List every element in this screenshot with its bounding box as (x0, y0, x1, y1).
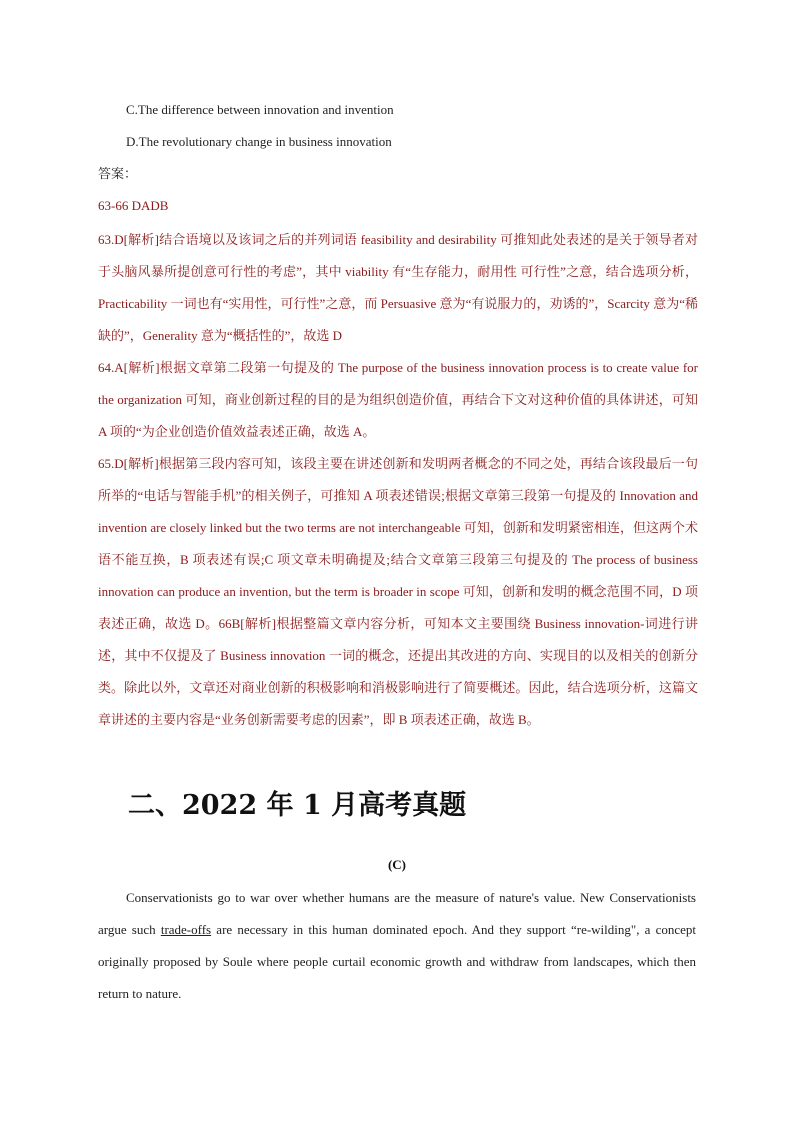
section-title: 二、2022 年 1 月高考真题 (128, 790, 467, 821)
answer-label: 答案： (98, 166, 138, 181)
passage-text-after: are necessary in this human dominated epoch. And they support “re-wilding", a concept originally proposed by Soule where people curtail economic growth and withdraw from landscapes, which then return to nature. (98, 922, 697, 1001)
explanation-q64: 64.A[解析]根据文章第二段第一句提及的 The purpose of the business innovation process is to create value for the organization 可知，商业创新过程的目的是为组织创造价值，再结合下文对这种价值的具体讲述，可知 A 项的“为企业创造价值效益表述正确，故选 A。 (98, 360, 698, 439)
passage-label: (C) (387, 857, 407, 872)
passage-paragraph (98, 882, 696, 1010)
passage-text-before: Conservationists go to war over whether humans are the measure of nature's value. New Conservationists argue such (98, 890, 696, 937)
underlined-term: trade-offs (160, 922, 212, 937)
passage-text (98, 882, 696, 1010)
option-d: D.The revolutionary change in business innovation (126, 134, 392, 149)
answer-key: 63-66 DADB (98, 198, 169, 213)
answer-explanations (98, 224, 698, 736)
option-c: C.The difference between innovation and invention (126, 102, 394, 117)
explanation-q63: 63.D[解析]结合语境以及该词之后的并列词语 feasibility and desirability 可推知此处表述的是关于领导者对于头脑风暴所提创意可行性的考虑”，其中 viability 有“生存能力，耐用性 可行性”之意，结合选项分析，Practicability 一词也有“实用性，可行性”之意，而 Persuasive 意为“有说服力的，劝诱的”，Scarcity 意为“稀缺的”，Generality 意为“概括性的”，故选 D (98, 232, 698, 343)
explanation-q65-66: 65.D[解析]根据第三段内容可知，该段主要在讲述创新和发明两者概念的不同之处，再结合该段最后一句所举的“电话与智能手机”的相关例子，可推知 A 项表述错误;根据文章第三段第一句提及的 Innovation and invention are closely linked but the two terms are not interchangeable 可知，创新和发明紧密相连，但这两个术语不能互换，B 项表述有误;C 项文章未明确提及;结合文章第三段第三句提及的 The process of business innovation can produce an invention, but the term is broader in scope 可知，创新和发明的概念范围不同，D 项表述正确，故选 D。66B[解析]根据整篇文章内容分析，可知本文主要围绕 Business innovation-词进行讲述，其中不仅提及了 Business innovation 一词的概念，还提出其改进的方向、实现目的以及相关的创新分类。除此以外，文章还对商业创新的积极影响和消极影响进行了简要概述。因此，结合选项分析，这篇文章讲述的主要内容是“业务创新需要考虑的因素”，即 B 项表述正确，故选 B。 (98, 456, 698, 727)
